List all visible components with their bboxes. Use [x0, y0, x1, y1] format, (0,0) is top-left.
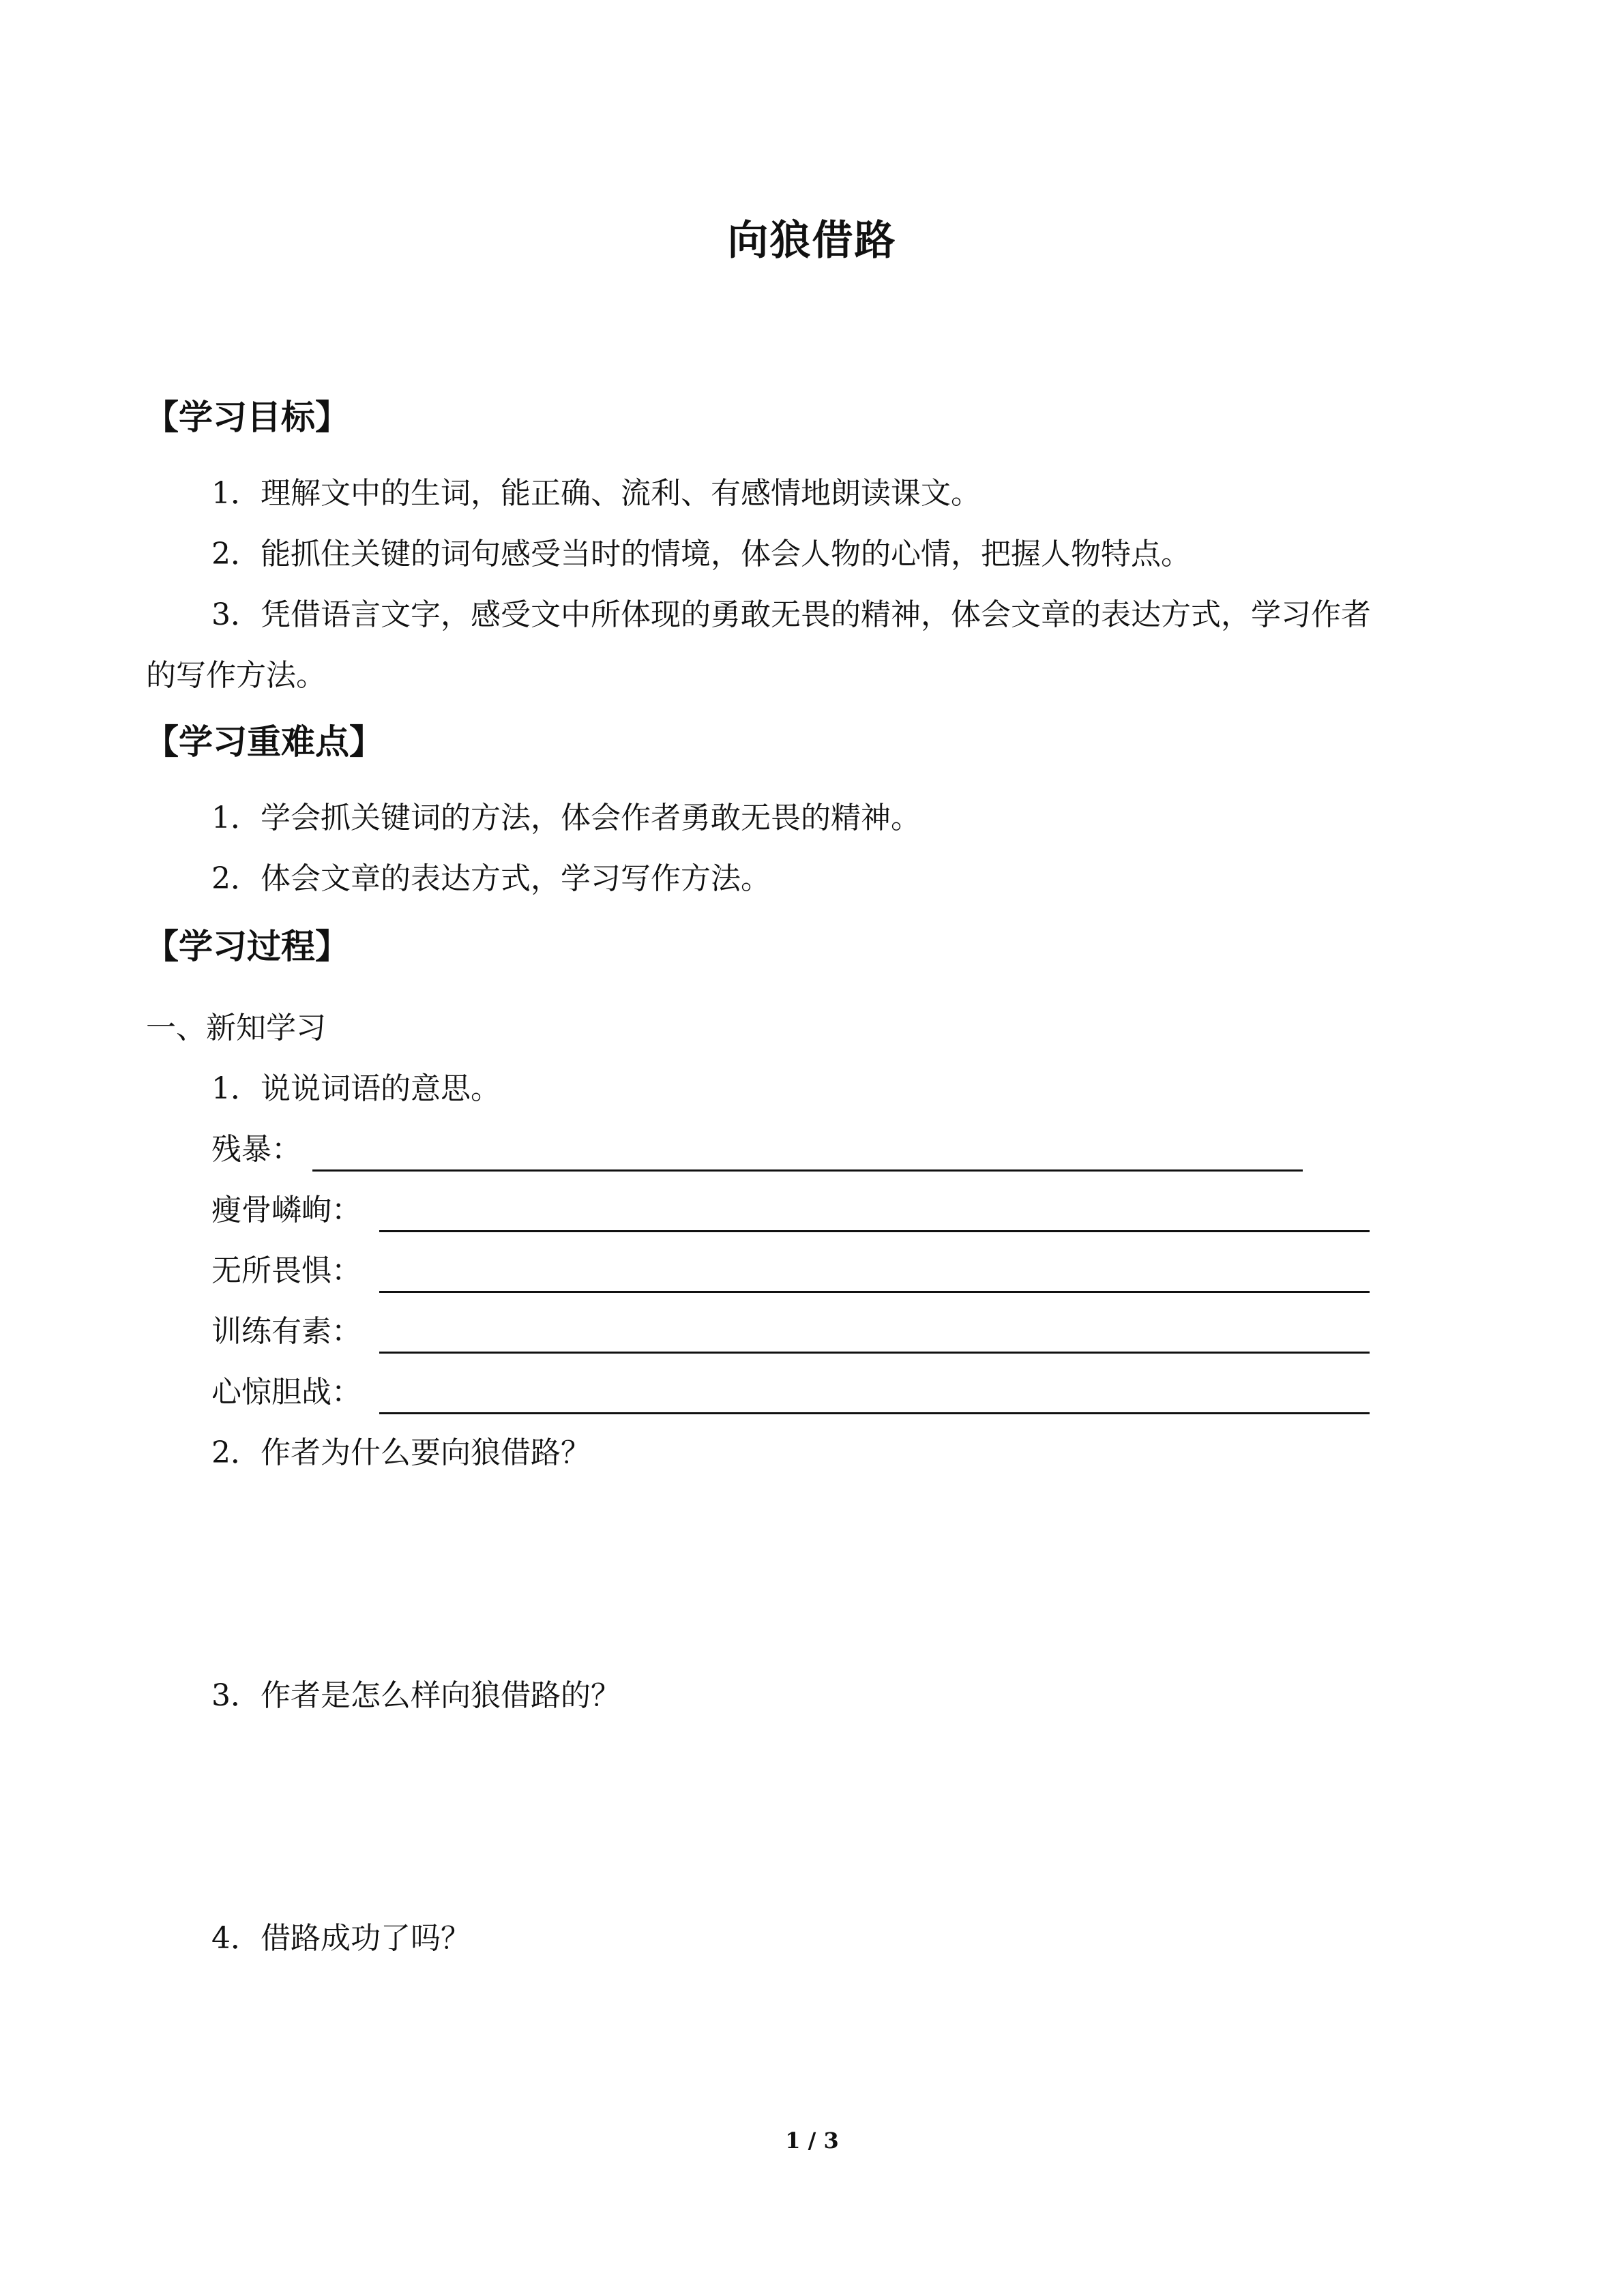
question-1: 1．说说词语的意思。	[211, 1071, 501, 1106]
objective-item-1: 1．理解文中的生词，能正确、流利、有感情地朗读课文。	[211, 476, 981, 511]
document-title: 向狼借路	[727, 217, 897, 265]
answer-line-3[interactable]	[379, 1291, 1370, 1293]
objective-item-3: 3．凭借语言文字，感受文中所体现的勇敢无畏的精神，体会文章的表达方式，学习作者	[211, 597, 1371, 632]
page-number: 1 / 3	[785, 2128, 839, 2153]
question-2: 2．作者为什么要向狼借路？	[211, 1435, 591, 1470]
vocab-label-2: 瘦骨嶙峋：	[211, 1193, 361, 1227]
key-point-item-2: 2．体会文章的表达方式，学习写作方法。	[211, 861, 771, 896]
answer-line-5[interactable]	[379, 1412, 1370, 1414]
question-4: 4．借路成功了吗？	[211, 1921, 471, 1956]
section-heading-key-points: 【学习重难点】	[145, 721, 383, 762]
key-point-item-1: 1．学会抓关键词的方法，体会作者勇敢无畏的精神。	[211, 801, 921, 835]
process-subheading: 一、新知学习	[146, 1011, 326, 1045]
vocab-label-3: 无所畏惧：	[211, 1253, 361, 1288]
section-heading-objectives: 【学习目标】	[145, 397, 349, 437]
answer-line-2[interactable]	[379, 1230, 1370, 1232]
vocab-label-4: 训练有素：	[211, 1314, 361, 1349]
section-heading-process: 【学习过程】	[145, 926, 349, 966]
objective-item-2: 2．能抓住关键的词句感受当时的情境，体会人物的心情，把握人物特点。	[211, 537, 1191, 571]
answer-line-4[interactable]	[379, 1352, 1370, 1354]
answer-line-1[interactable]	[312, 1169, 1303, 1172]
question-3: 3．作者是怎么样向狼借路的？	[211, 1678, 621, 1713]
vocab-label-5: 心惊胆战：	[211, 1375, 361, 1410]
objective-item-3-continued: 的写作方法。	[146, 658, 326, 693]
vocab-label-1: 残暴：	[211, 1132, 301, 1167]
